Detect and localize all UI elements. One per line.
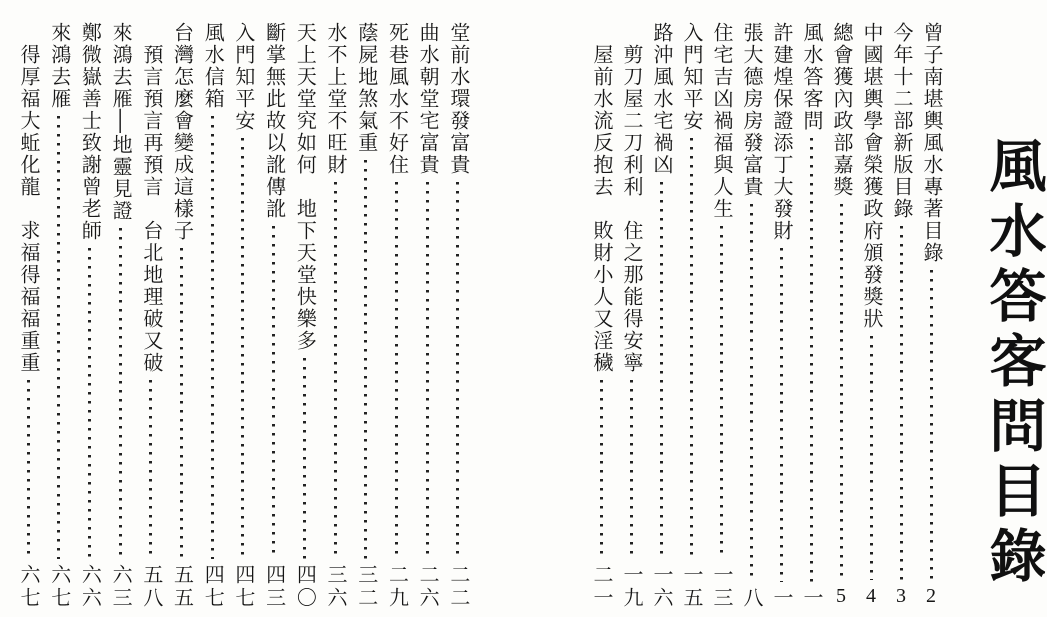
toc-entry-page-number: 六七 — [17, 564, 39, 610]
toc-entry-right-12 — [586, 22, 616, 610]
toc-entry-right-7 — [736, 22, 766, 610]
toc-entry-page-number: 5 — [830, 585, 852, 610]
dotted-leader — [334, 182, 337, 559]
toc-entry-right-10 — [646, 22, 676, 610]
toc-entry-page-number: 一三 — [710, 564, 732, 610]
toc-entry-title: 台灣怎麼會變成這樣子 — [170, 22, 193, 242]
dotted-leader — [149, 380, 152, 559]
toc-entry-title: 來鴻去雁│地靈見證 — [109, 22, 132, 222]
dotted-leader — [900, 226, 903, 580]
page-title: 風水答客問目錄 — [981, 136, 1044, 591]
toc-entry-page-number: 八 — [740, 587, 762, 610]
toc-entry-page-number: 一 — [800, 587, 822, 610]
toc-entry-title: 曲水朝堂宅富貴 — [416, 22, 439, 176]
toc-entry-page-number: 四〇 — [293, 564, 316, 610]
toc-entry-page-number: 一九 — [620, 564, 642, 610]
dotted-leader — [750, 204, 753, 582]
toc-entry-left-6 — [289, 22, 319, 610]
dotted-leader — [600, 380, 603, 559]
toc-entry-right-3 — [856, 22, 886, 610]
toc-entry-title: 得厚福大蚯化龍 求福得福福重重 — [17, 44, 39, 374]
dotted-leader — [180, 248, 183, 559]
dotted-leader — [870, 336, 873, 580]
toc-entry-left-5 — [320, 22, 350, 610]
toc-entry-left-3 — [381, 22, 411, 610]
toc-entry-right-5 — [796, 22, 826, 610]
toc-entry-title: 屋前水流反抱去 敗財小人又淫穢 — [590, 44, 612, 374]
dotted-leader — [57, 116, 60, 559]
toc-entry-page-number: 四三 — [262, 564, 285, 610]
toc-entry-title: 鄭微嶽善士致謝曾老師 — [78, 22, 101, 242]
dotted-leader — [720, 226, 723, 559]
toc-entry-right-9 — [676, 22, 706, 610]
dotted-leader — [456, 182, 459, 559]
toc-entry-left-15 — [13, 22, 43, 610]
toc-entry-page-number: 二九 — [385, 564, 408, 610]
toc-entry-left-10 — [167, 22, 197, 610]
toc-entry-title: 來鴻去雁 — [47, 22, 70, 110]
toc-entry-title: 堂前水環發富貴 — [446, 22, 469, 176]
toc-entry-title: 風水信箱 — [201, 22, 224, 110]
toc-entry-right-8 — [706, 22, 736, 610]
dotted-leader — [88, 248, 91, 559]
dotted-leader — [660, 182, 663, 559]
toc-entry-title: 總會獲內政部嘉獎 — [830, 22, 852, 198]
toc-entry-left-14 — [44, 22, 74, 610]
dotted-leader — [780, 248, 783, 582]
toc-entry-title: 預言預言再預言 台北地理破又破 — [139, 44, 162, 374]
toc-entry-title: 入門知平安 — [231, 22, 254, 132]
toc-entry-page-number: 一 — [770, 587, 792, 610]
toc-entry-right-1 — [916, 22, 946, 610]
toc-entry-page-number: 二一 — [590, 564, 612, 610]
toc-entry-title: 中國堪輿學會榮獲政府頒發獎狀 — [860, 22, 882, 330]
toc-entry-page-number: 二二 — [446, 564, 469, 610]
toc-entry-right-4 — [826, 22, 856, 610]
toc-entry-title: 斷掌無此故以訛傳訛 — [262, 22, 285, 220]
dotted-leader — [810, 138, 813, 582]
toc-entry-page-number: 3 — [890, 585, 912, 610]
toc-entry-left-8 — [228, 22, 258, 610]
toc-entry-title: 曾子南堪輿風水專著目錄 — [920, 22, 942, 264]
toc-entry-page-number: 一五 — [680, 564, 702, 610]
dotted-leader — [27, 380, 30, 559]
toc-entry-page-number: 六三 — [109, 564, 132, 610]
toc-entry-right-6 — [766, 22, 796, 610]
toc-entry-left-13 — [74, 22, 104, 610]
toc-left-page-columns — [13, 22, 473, 610]
dotted-leader — [303, 358, 306, 559]
toc-right-page-columns — [588, 22, 946, 610]
toc-entry-title: 風水答客問 — [800, 22, 822, 132]
toc-entry-left-4 — [351, 22, 381, 610]
dotted-leader — [119, 228, 122, 559]
toc-entry-right-2 — [886, 22, 916, 610]
toc-entry-left-1 — [443, 22, 473, 610]
toc-entry-page-number: 二六 — [416, 564, 439, 610]
toc-entry-title: 路沖風水宅禍凶 — [650, 22, 672, 176]
dotted-leader — [364, 160, 367, 559]
toc-entry-page-number: 五五 — [170, 564, 193, 610]
dotted-leader — [690, 138, 693, 559]
toc-entry-page-number: 三六 — [324, 564, 347, 610]
toc-entry-title: 蔭屍地煞氣重 — [354, 22, 377, 154]
toc-entry-left-9 — [197, 22, 227, 610]
toc-entry-page-number: 四七 — [201, 564, 224, 610]
toc-entry-page-number: 2 — [920, 585, 942, 610]
toc-entry-page-number: 三二 — [354, 564, 377, 610]
toc-entry-left-11 — [136, 22, 166, 610]
dotted-leader — [211, 116, 214, 559]
toc-entry-page-number: 五八 — [139, 564, 162, 610]
toc-entry-page-number: 四七 — [231, 564, 254, 610]
toc-entry-right-11 — [616, 22, 646, 610]
dotted-leader — [241, 138, 244, 559]
toc-entry-title: 水不上堂不旺財 — [324, 22, 347, 176]
toc-entry-page-number: 一六 — [650, 564, 672, 610]
toc-entry-title: 入門知平安 — [680, 22, 702, 132]
toc-entry-title: 住宅吉凶禍福與人生 — [710, 22, 732, 220]
toc-entry-left-12 — [105, 22, 135, 610]
dotted-leader — [630, 380, 633, 559]
toc-entry-title: 許建煌保證添丁大發財 — [770, 22, 792, 242]
toc-entry-title: 死巷風水不好住 — [385, 22, 408, 176]
toc-entry-page-number: 4 — [860, 585, 882, 610]
toc-entry-page-number: 六七 — [47, 564, 70, 610]
toc-entry-page-number: 六六 — [78, 564, 101, 610]
toc-entry-title: 剪刀屋二刀利利 住之那能得安寧 — [620, 44, 642, 374]
dotted-leader — [840, 204, 843, 580]
toc-entry-left-2 — [412, 22, 442, 610]
toc-entry-title: 張大德房房發富貴 — [740, 22, 762, 198]
toc-entry-left-7 — [259, 22, 289, 610]
toc-entry-title: 天上天堂究如何 地下天堂快樂多 — [293, 22, 316, 352]
dotted-leader — [272, 226, 275, 559]
dotted-leader — [426, 182, 429, 559]
dotted-leader — [395, 182, 398, 559]
dotted-leader — [930, 270, 933, 580]
toc-entry-title: 今年十二部新版目錄 — [890, 22, 912, 220]
